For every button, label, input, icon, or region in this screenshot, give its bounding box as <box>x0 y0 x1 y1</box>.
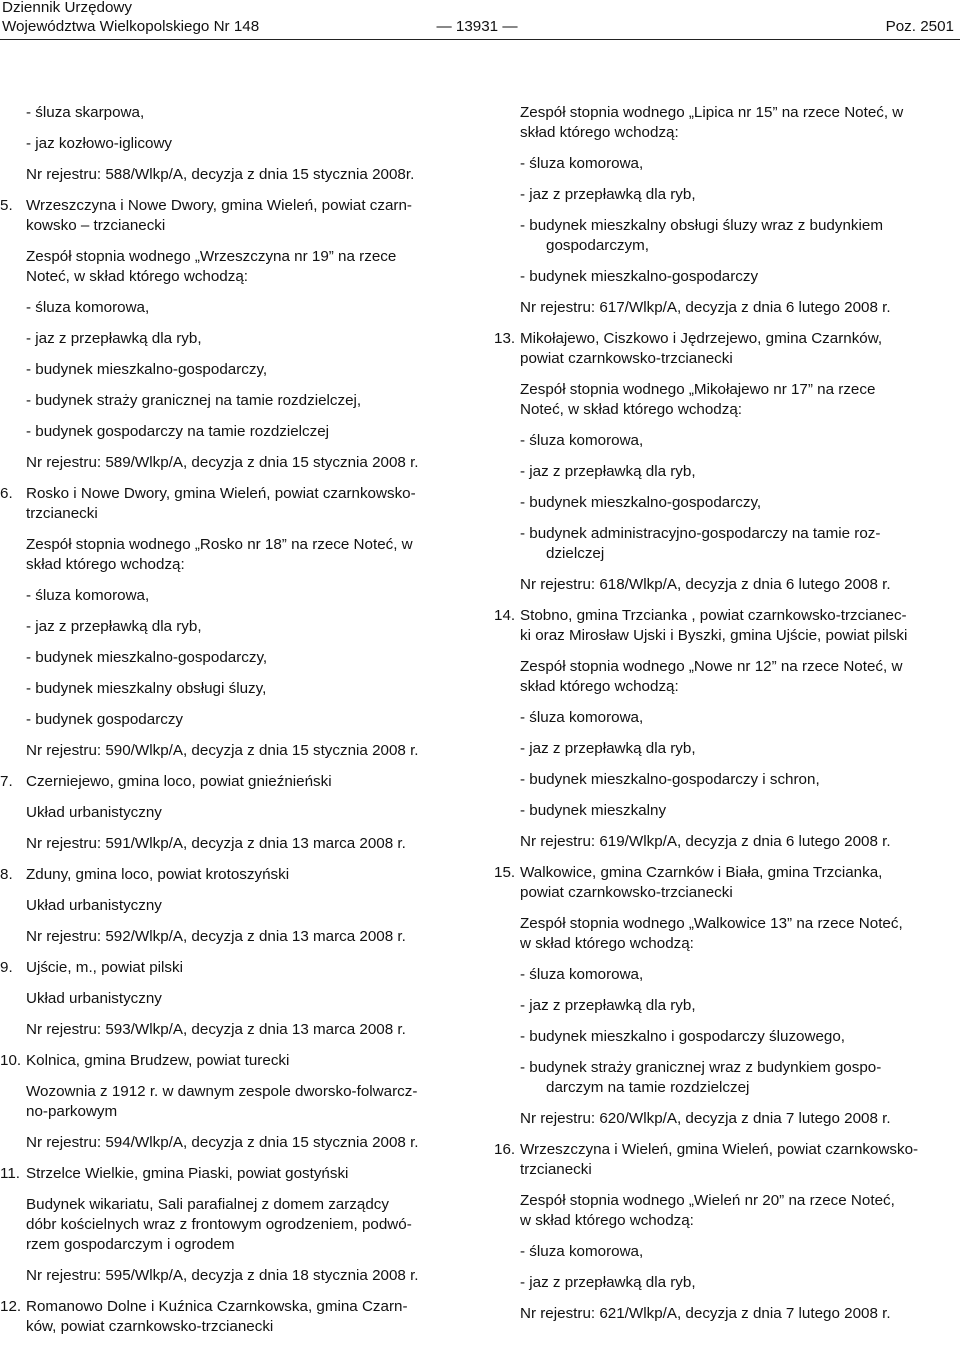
bullet: - jaz z przepławką dla ryb, <box>520 186 696 203</box>
item-description: Zespół stopnia wodnego „Wrzeszczyna nr 19” na rzece Noteć, w skład którego wchodzą: <box>26 248 397 285</box>
item-title: 7. Czerniejewo, gmina loco, powiat gnieźnieński <box>0 773 332 790</box>
registry-entry: Nr rejestru: 594/Wlkp/A, decyzja z dnia 15 stycznia 2008 r. <box>26 1134 419 1151</box>
page-header <box>0 0 960 40</box>
item-description: Zespół stopnia wodnego „Wieleń nr 20” na rzece Noteć, w skład którego wchodzą: <box>520 1192 895 1229</box>
item-description: Układ urbanistyczny <box>26 990 162 1007</box>
bullet: - budynek straży granicznej na tamie rozdzielczej, <box>26 392 362 409</box>
bullet: - budynek mieszkalno i gospodarczy śluzowego, <box>520 1028 846 1045</box>
registry-entry: Nr rejestru: 595/Wlkp/A, decyzja z dnia 18 stycznia 2008 r. <box>26 1267 419 1284</box>
item-title: 10. Kolnica, gmina Brudzew, powiat turecki <box>0 1052 290 1069</box>
bullet: - śluza komorowa, <box>520 432 644 449</box>
left-column <box>0 103 464 1337</box>
item-description: Zespół stopnia wodnego „Nowe nr 12” na rzece Noteć, w skład którego wchodzą: <box>520 658 903 695</box>
bullet: - budynek mieszkalny obsługi śluzy wraz z budynkiem gospodarczym, <box>520 217 883 254</box>
item-title: 13. Mikołajewo, Ciszkowo i Jędrzejewo, gmina Czarnków, powiat czarnkowsko-trzcianecki <box>494 330 883 367</box>
registry-entry: Nr rejestru: 618/Wlkp/A, decyzja z dnia 6 lutego 2008 r. <box>520 576 891 593</box>
bullet: - budynek mieszkalno-gospodarczy i schron, <box>520 771 820 788</box>
bullet: - jaz z przepławką dla ryb, <box>520 997 696 1014</box>
bullet: - budynek mieszkalny <box>520 802 667 819</box>
bullet: - budynek mieszkalno-gospodarczy, <box>26 649 268 666</box>
item-description: Układ urbanistyczny <box>26 897 162 914</box>
item-description: Zespół stopnia wodnego „Walkowice 13” na rzece Noteć, w skład którego wchodzą: <box>520 915 903 952</box>
registry-entry: Nr rejestru: 617/Wlkp/A, decyzja z dnia 6 lutego 2008 r. <box>520 299 891 316</box>
bullet: - śluza komorowa, <box>520 1243 644 1260</box>
item-description: Budynek wikariatu, Sali parafialnej z domem zarządcy dóbr kościelnych wraz z frontowym ogrodzeniem, podwó- rzem gospodarczym i ogrodem <box>26 1196 412 1253</box>
item-description: Zespół stopnia wodnego „Rosko nr 18” na rzece Noteć, w skład którego wchodzą: <box>26 536 413 573</box>
bullet: - budynek mieszkalny obsługi śluzy, <box>26 680 267 697</box>
page-number: — 13931 — <box>436 18 518 35</box>
bullet: - jaz kozłowo-iglicowy <box>26 135 173 152</box>
bullet: - śluza skarpowa, <box>26 104 145 121</box>
registry-entry: Nr rejestru: 619/Wlkp/A, decyzja z dnia 6 lutego 2008 r. <box>520 833 891 850</box>
bullet: - budynek straży granicznej wraz z budynkiem gospo- darczym na tamie rozdzielczej <box>520 1059 882 1096</box>
registry-entry: Nr rejestru: 588/Wlkp/A, decyzja z dnia 15 stycznia 2008r. <box>26 166 415 183</box>
header-divider <box>0 39 960 40</box>
bullet: - budynek administracyjno-gospodarczy na tamie roz- dzielczej <box>520 525 881 562</box>
bullet: - jaz z przepławką dla ryb, <box>26 618 202 635</box>
item-title: 6. Rosko i Nowe Dwory, gmina Wieleń, powiat czarnkowsko- trzcianecki <box>0 485 416 522</box>
bullet: - budynek mieszkalno-gospodarczy <box>520 268 759 285</box>
registry-entry: Nr rejestru: 589/Wlkp/A, decyzja z dnia 15 stycznia 2008 r. <box>26 454 419 471</box>
item-title: 12. Romanowo Dolne i Kuźnica Czarnkowska, gmina Czarn- ków, powiat czarnkowsko-trzcianecki <box>0 1298 408 1335</box>
registry-entry: Nr rejestru: 591/Wlkp/A, decyzja z dnia 13 marca 2008 r. <box>26 835 406 852</box>
bullet: - śluza komorowa, <box>520 709 644 726</box>
journal-subtitle: Województwa Wielkopolskiego Nr 148 <box>2 18 260 35</box>
bullet: - budynek mieszkalno-gospodarczy, <box>520 494 762 511</box>
bullet: - śluza komorowa, <box>520 966 644 983</box>
item-title: 14. Stobno, gmina Trzcianka , powiat czarnkowsko-trzcianec- ki oraz Mirosław Ujski i Byszki, gmina Ujście, powiat pilski <box>494 607 908 644</box>
registry-entry: Nr rejestru: 593/Wlkp/A, decyzja z dnia 13 marca 2008 r. <box>26 1021 406 1038</box>
item-description: Zespół stopnia wodnego „Mikołajewo nr 17” na rzece Noteć, w skład którego wchodzą: <box>520 381 876 418</box>
item-description: Wozownia z 1912 r. w dawnym zespole dworsko-folwarcz- no-parkowym <box>26 1083 418 1120</box>
registry-entry: Nr rejestru: 592/Wlkp/A, decyzja z dnia 13 marca 2008 r. <box>26 928 406 945</box>
bullet: - budynek gospodarczy na tamie rozdzielczej <box>26 423 330 440</box>
item-title: 15. Walkowice, gmina Czarnków i Biała, gmina Trzcianka, powiat czarnkowsko-trzcianecki <box>494 864 883 901</box>
item-title: 11. Strzelce Wielkie, gmina Piaski, powiat gostyński <box>0 1165 349 1182</box>
item-title: 9. Ujście, m., powiat pilski <box>0 959 183 976</box>
item-title: 16. Wrzeszczyna i Wieleń, gmina Wieleń, powiat czarnkowsko- trzcianecki <box>494 1141 919 1178</box>
bullet: - budynek mieszkalno-gospodarczy, <box>26 361 268 378</box>
registry-entry: Nr rejestru: 621/Wlkp/A, decyzja z dnia 7 lutego 2008 r. <box>520 1305 891 1322</box>
bullet: - jaz z przepławką dla ryb, <box>520 1274 696 1291</box>
bullet: - śluza komorowa, <box>520 155 644 172</box>
bullet: - jaz z przepławką dla ryb, <box>26 330 202 347</box>
registry-entry: Nr rejestru: 620/Wlkp/A, decyzja z dnia 7 lutego 2008 r. <box>520 1110 891 1127</box>
item-title: 5. Wrzeszczyna i Nowe Dwory, gmina Wieleń, powiat czarn- kowsko – trzcianecki <box>0 197 412 234</box>
position-number: Poz. 2501 <box>885 18 954 35</box>
registry-entry: Nr rejestru: 590/Wlkp/A, decyzja z dnia 15 stycznia 2008 r. <box>26 742 419 759</box>
bullet: - budynek gospodarczy <box>26 711 184 728</box>
right-column <box>494 103 958 1324</box>
bullet: - jaz z przepławką dla ryb, <box>520 740 696 757</box>
item-description: Zespół stopnia wodnego „Lipica nr 15” na rzece Noteć, w skład którego wchodzą: <box>520 104 904 141</box>
bullet: - jaz z przepławką dla ryb, <box>520 463 696 480</box>
item-description: Układ urbanistyczny <box>26 804 162 821</box>
bullet: - śluza komorowa, <box>26 299 150 316</box>
bullet: - śluza komorowa, <box>26 587 150 604</box>
journal-title: Dziennik Urzędowy <box>2 0 132 16</box>
item-title: 8. Zduny, gmina loco, powiat krotoszyński <box>0 866 290 883</box>
